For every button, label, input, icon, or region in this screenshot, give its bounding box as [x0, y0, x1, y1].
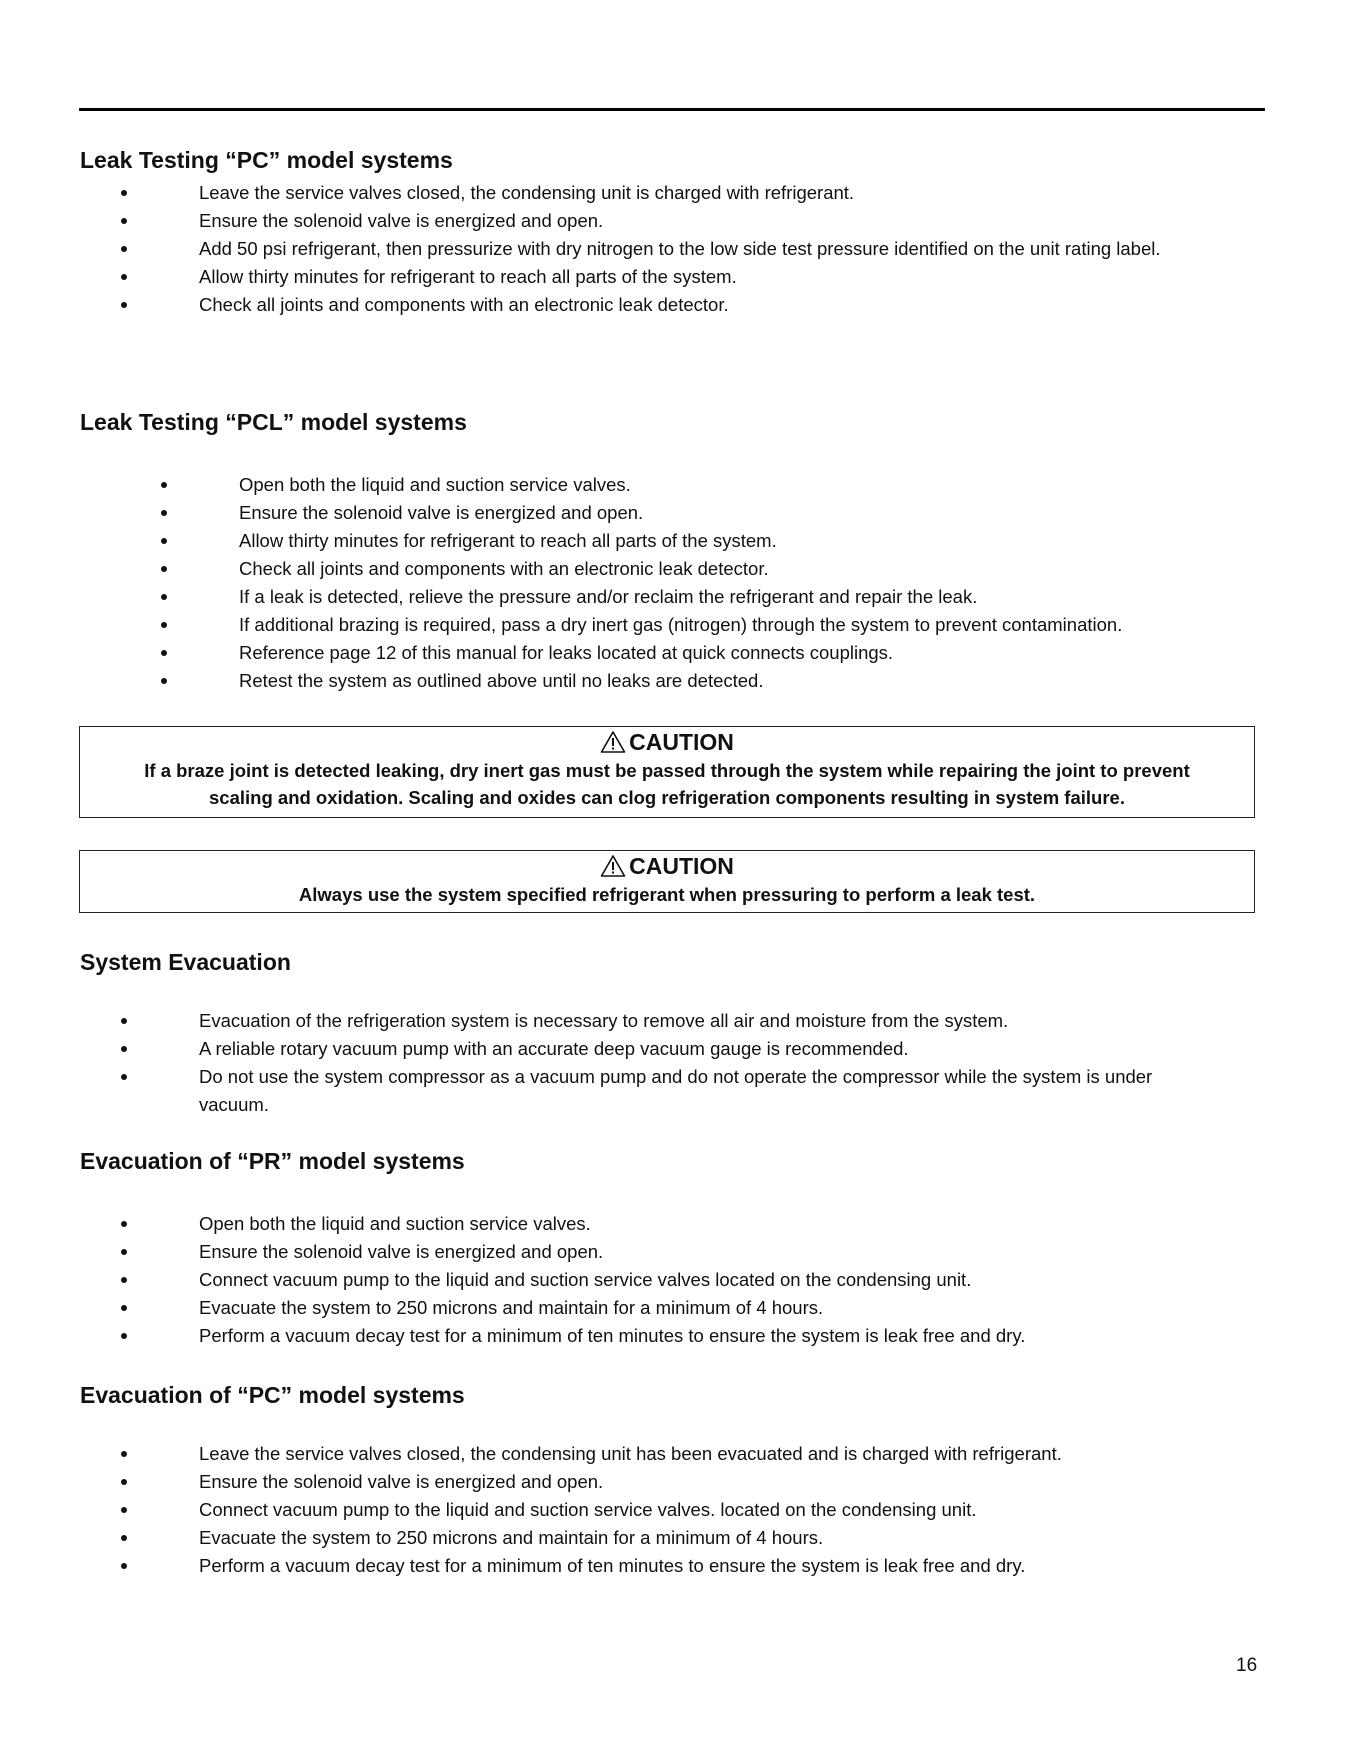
list-system-evacuation	[119, 1007, 1199, 1119]
page-number: 16	[1236, 1655, 1258, 1676]
heading-evacuation-pr: Evacuation of “PR” model systems	[80, 1148, 465, 1174]
caution-title	[80, 727, 1254, 757]
list-item: Perform a vacuum decay test for a minimum of ten minutes to ensure the system is leak free and dry.	[119, 1322, 1199, 1350]
list-item: Ensure the solenoid valve is energized and open.	[119, 207, 1199, 235]
heading-leak-testing-pcl: Leak Testing “PCL” model systems	[80, 409, 467, 435]
list-evacuation-pc	[119, 1440, 1199, 1580]
list-evacuation-pr	[119, 1210, 1199, 1350]
list-item: Open both the liquid and suction service valves.	[159, 471, 1239, 499]
list-item: Connect vacuum pump to the liquid and suction service valves located on the condensing unit.	[119, 1266, 1199, 1294]
list-item: A reliable rotary vacuum pump with an accurate deep vacuum gauge is recommended.	[119, 1035, 1199, 1063]
heading-evacuation-pc: Evacuation of “PC” model systems	[80, 1382, 465, 1408]
heading-leak-testing-pc: Leak Testing “PC” model systems	[80, 147, 453, 173]
list-item: Evacuate the system to 250 microns and maintain for a minimum of 4 hours.	[119, 1524, 1199, 1552]
heading-system-evacuation: System Evacuation	[80, 949, 291, 975]
top-rule	[79, 108, 1265, 111]
list-item: Check all joints and components with an electronic leak detector.	[119, 291, 1199, 319]
caution-box-refrigerant	[79, 850, 1255, 913]
list-item: Ensure the solenoid valve is energized and open.	[119, 1468, 1199, 1496]
list-item: Connect vacuum pump to the liquid and suction service valves. located on the condensing unit.	[119, 1496, 1199, 1524]
list-item: Ensure the solenoid valve is energized and open.	[159, 499, 1239, 527]
list-item: Evacuation of the refrigeration system is necessary to remove all air and moisture from the system.	[119, 1007, 1199, 1035]
list-item: Leave the service valves closed, the condensing unit has been evacuated and is charged with refrigerant.	[119, 1440, 1199, 1468]
list-item: Do not use the system compressor as a vacuum pump and do not operate the compressor while the system is under vacuum.	[119, 1063, 1199, 1119]
list-item: Evacuate the system to 250 microns and maintain for a minimum of 4 hours.	[119, 1294, 1199, 1322]
caution-title-text: CAUTION	[629, 853, 734, 879]
caution-title	[80, 851, 1254, 881]
list-item: If a leak is detected, relieve the pressure and/or reclaim the refrigerant and repair the leak.	[159, 583, 1239, 611]
list-item: Ensure the solenoid valve is energized and open.	[119, 1238, 1199, 1266]
list-item: Open both the liquid and suction service valves.	[119, 1210, 1199, 1238]
list-item: Allow thirty minutes for refrigerant to reach all parts of the system.	[159, 527, 1239, 555]
list-item: If additional brazing is required, pass a dry inert gas (nitrogen) through the system to prevent contamination.	[159, 611, 1239, 639]
list-item: Check all joints and components with an electronic leak detector.	[159, 555, 1239, 583]
warning-triangle-icon	[600, 730, 626, 754]
list-item: Retest the system as outlined above until no leaks are detected.	[159, 667, 1239, 695]
caution-text-refrigerant: Always use the system specified refrigerant when pressuring to perform a leak test.	[298, 884, 1036, 905]
list-item: Reference page 12 of this manual for leaks located at quick connects couplings.	[159, 639, 1239, 667]
list-item: Allow thirty minutes for refrigerant to reach all parts of the system.	[119, 263, 1199, 291]
warning-triangle-icon	[600, 854, 626, 878]
list-leak-testing-pcl	[159, 471, 1239, 695]
caution-text-braze: If a braze joint is detected leaking, dry inert gas must be passed through the system while repairing the joint to prevent scaling and oxidation. Scaling and oxides can clog refrigeration components resulting in system failure.	[144, 760, 1190, 808]
list-item: Leave the service valves closed, the condensing unit is charged with refrigerant.	[119, 179, 1199, 207]
list-item: Perform a vacuum decay test for a minimum of ten minutes to ensure the system is leak free and dry.	[119, 1552, 1199, 1580]
list-item: Add 50 psi refrigerant, then pressurize with dry nitrogen to the low side test pressure identified on the unit rating label.	[119, 235, 1199, 263]
list-leak-testing-pc	[119, 179, 1199, 319]
caution-title-text: CAUTION	[629, 729, 734, 755]
caution-box-braze	[79, 726, 1255, 818]
